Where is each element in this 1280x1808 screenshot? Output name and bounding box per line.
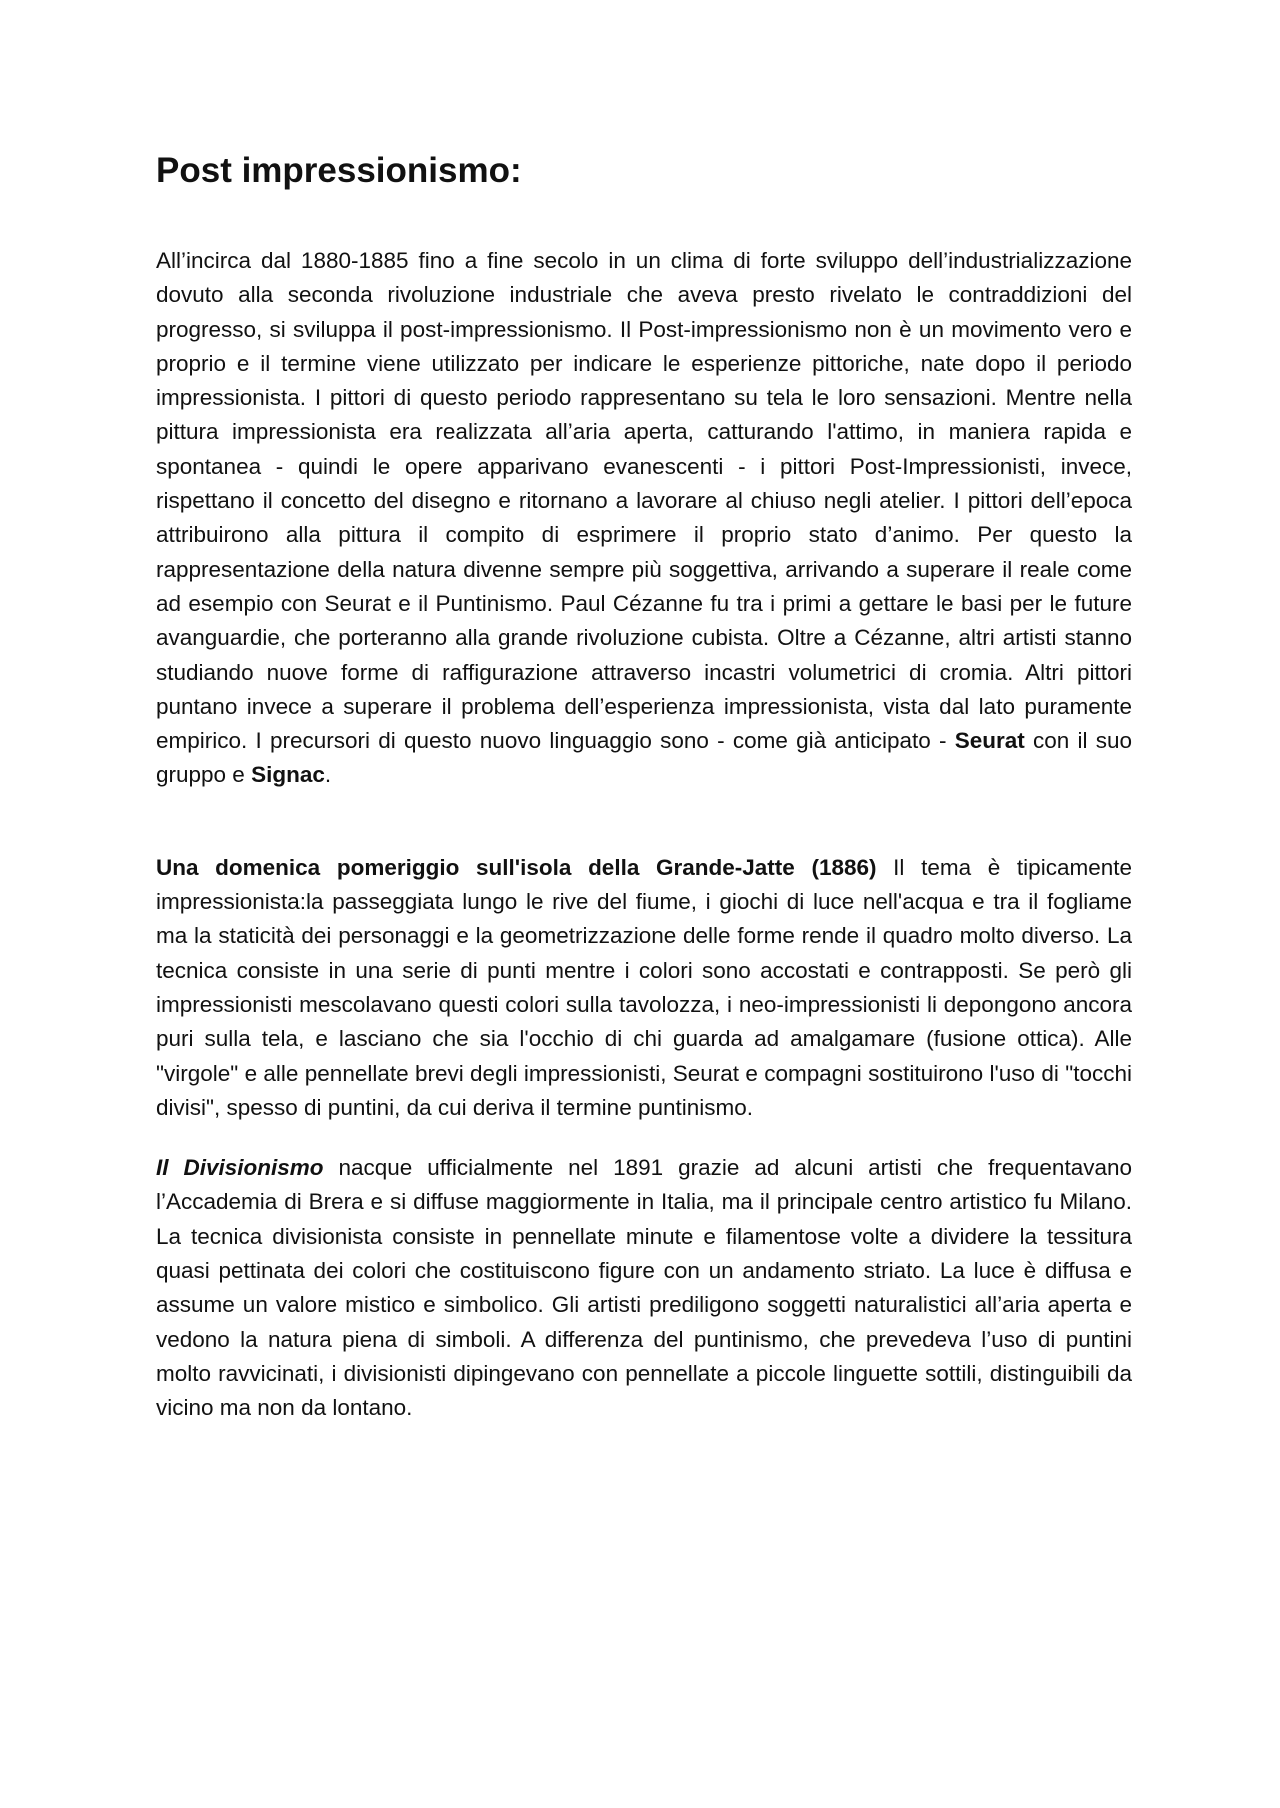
divisionismo-paragraph [156,1151,1132,1425]
intro-paragraph [156,244,1132,793]
intro-text: All’incirca dal 1880-1885 fino a fine secolo in un clima di forte sviluppo dell’industrializzazione dovuto alla seconda rivoluzione industriale che aveva presto rivelato le contraddizioni del progresso, si sviluppa il post-impressionismo. Il Post-impressionismo non è un movimento vero e proprio e il termine viene utilizzato per indicare le esperienze pittoriche, nate dopo il periodo impressionista. I pittori di questo periodo rappresentano su tela le loro sensazioni. Mentre nella pittura impressionista era realizzata all’aria aperta, catturando l'attimo, in maniera rapida e spontanea - quindi le opere apparivano evanescenti - i pittori Post-Impressionisti, invece, rispettano il concetto del disegno e ritornano a lavorare al chiuso negli atelier. I pittori dell’epoca attribuirono alla pittura il compito di esprimere il proprio stato d’animo. Per questo la rappresentazione della natura divenne sempre più soggettiva, arrivando a superare il reale come ad esempio con Seurat e il Puntinismo. Paul Cézanne fu tra i primi a gettare le basi per le future avanguardie, che porteranno alla grande rivoluzione cubista. Oltre a Cézanne, altri artisti stanno studiando nuove forme di raffigurazione attraverso incastri volumetrici di cromia. Altri pittori puntano invece a superare il problema dell’esperienza impressionista, vista dal lato puramente empirico. I precursori di questo nuovo linguaggio sono - come già anticipato - [156,248,1132,754]
document-title: Post impressionismo: [156,151,522,190]
intro-bold-seurat: Seurat [954,728,1025,754]
intro-text-2: con il suo gruppo e [156,728,1133,788]
document-page [156,150,1132,1426]
grande-jatte-text: Il tema è tipicamente impressionista:la passeggiata lungo le rive del fiume, i giochi di luce nell'acqua e tra il fogliame ma la staticità dei personaggi e la geometrizzazione delle forme rende il quadro molto diverso. La tecnica consiste in una serie di punti mentre i colori sono accostati e contrapposti. Se però gli impressionisti mescolavano questi colori sulla tavolozza, i neo-impressionisti li depongono ancora puri sulla tela, e lasciano che sia l'occhio di chi guarda ad amalgamare (fusione ottica). Alle "virgole" e alle pennellate brevi degli impressionisti, Seurat e compagni sostituirono l'uso di "tocchi divisi", spesso di puntini, da cui deriva il termine puntinismo. [156,854,1132,1120]
divisionismo-text: nacque ufficialmente nel 1891 grazie ad alcuni artisti che frequentavano l’Accademia di Brera e si diffuse maggiormente in Italia, ma il principale centro artistico fu Milano. La tecnica divisionista consiste in pennellate minute e filamentose volte a dividere la tessitura quasi pettinata dei colori che costituiscono figure con un andamento striato. La luce è diffusa e assume un valore mistico e simbolico. Gli artisti prediligono soggetti naturalistici all’aria aperta e vedono la natura piena di simboli. A differenza del puntinismo, che prevedeva l’uso di puntini molto ravvicinati, i divisionisti dipingevano con pennellate a piccole linguette sottili, distinguibili da vicino ma non da lontano. [156,1155,1132,1421]
divisionismo-heading: Il Divisionismo [156,1155,324,1181]
intro-bold-signac: Signac [251,762,325,788]
grande-jatte-paragraph [156,851,1132,1125]
intro-text-3: . [324,762,332,788]
grande-jatte-heading: Una domenica pomeriggio sull'isola della Grande-Jatte (1886) [156,854,877,880]
